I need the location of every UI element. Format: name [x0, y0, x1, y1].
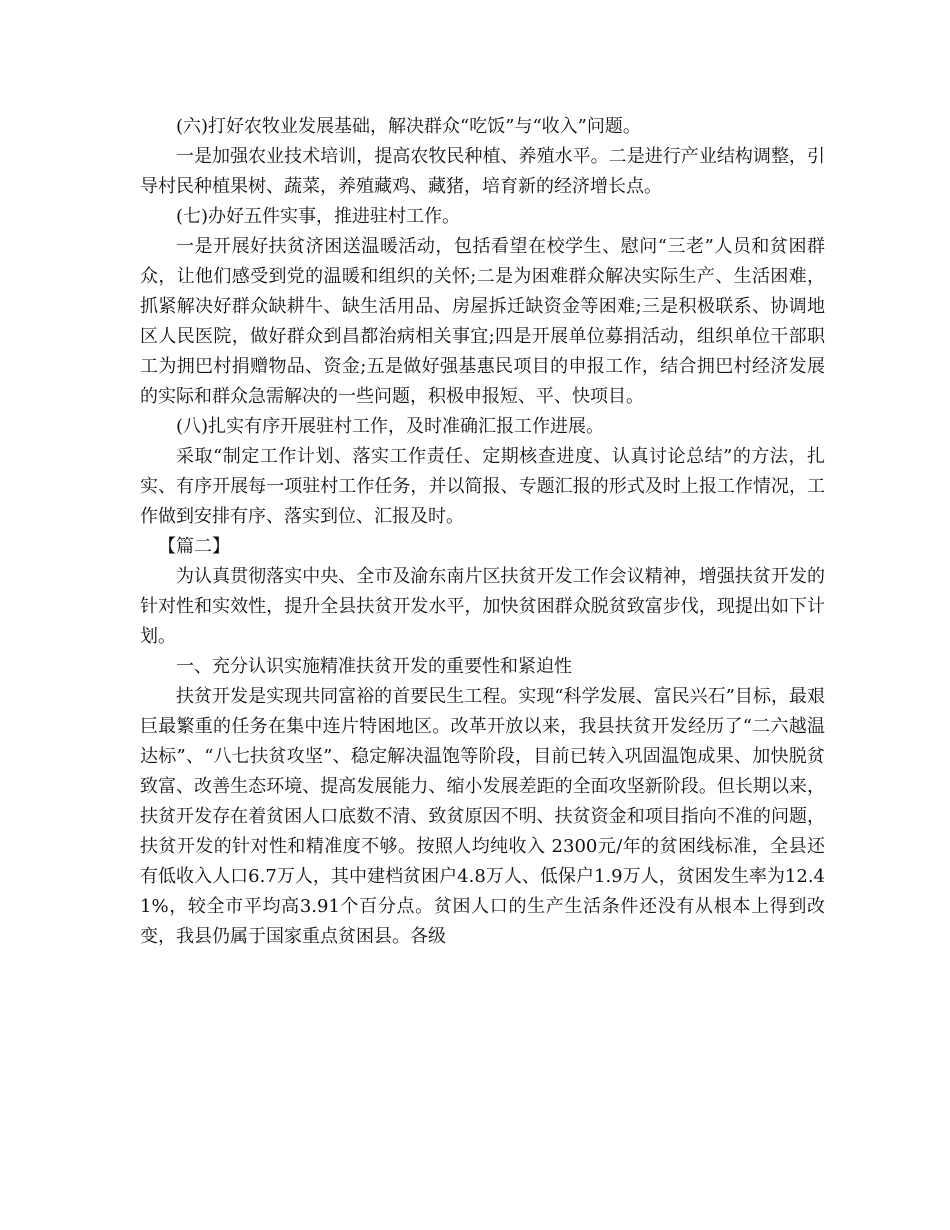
section-six-body: 一是加强农业技术培训，提高农牧民种植、养殖水平。二是进行产业结构调整，引导村民种植果树、蔬菜，养殖藏鸡、藏猪，培育新的经济增长点。: [140, 146, 825, 197]
part-two-section-one-heading: 一、充分认识实施精准扶贫开发的重要性和紧迫性: [176, 656, 572, 677]
section-seven-body: 一是开展好扶贫济困送温暖活动，包括看望在校学生、慰问“三老”人员和贫困群众，让他们感受到党的温暖和组织的关怀;二是为困难群众解决实际生产、生活困难，抓紧解决好群众缺耕牛、缺生活用品、房屋拆迁缺资金等困难;三是积极联系、协调地区人民医院，做好群众到昌都治病相关事宜;四是开展单位募捐活动，组织单位干部职工为拥巴村捐赠物品、资金;五是做好强基惠民项目的申报工作，结合拥巴村经济发展的实际和群众急需解决的一些问题，积极申报短、平、快项目。: [140, 236, 825, 407]
section-eight-body: 采取“制定工作计划、落实工作责任、定期核查进度、认真讨论总结”的方法，扎实、有序开展每一项驻村工作任务，并以简报、专题汇报的形式及时上报工作情况，工作做到安排有序、落实到位、汇报及时。: [140, 446, 825, 527]
section-seven-heading: (七)办好五件实事，推进驻村工作。: [176, 206, 461, 227]
section-six-heading: (六)打好农牧业发展基础，解决群众“吃饭”与“收入”问题。: [176, 116, 641, 137]
document-body: [140, 112, 825, 952]
section-eight-heading: (八)扎实有序开展驻村工作，及时准确汇报工作进展。: [176, 416, 605, 437]
part-two-title: 【篇二】: [158, 536, 230, 557]
part-two-section-one-body: 扶贫开发是实现共同富裕的首要民生工程。实现“科学发展、富民兴石”目标，最艰巨最繁重的任务在集中连片特困地区。改革开放以来，我县扶贫开发经历了“二六越温达标”、“八七扶贫攻坚”、稳定解决温饱等阶段，目前已转入巩固温饱成果、加快脱贫致富、改善生态环境、提高发展能力、缩小发展差距的全面攻坚新阶段。但长期以来，扶贫开发存在着贫困人口底数不清、致贫原因不明、扶贫资金和项目指向不准的问题，扶贫开发的针对性和精准度不够。按照人均纯收入 2300元/年的贫困线标准，全县还有低收入人口6.7万人，其中建档贫困户4.8万人、低保户1.9万人，贫困发生率为12.41%，较全市平均高3.91个百分点。贫困人口的生产生活条件还没有从根本上得到改变，我县仍属于国家重点贫困县。各级: [140, 686, 825, 947]
part-two-intro: 为认真贯彻落实中央、全市及渝东南片区扶贫开发工作会议精神，增强扶贫开发的针对性和实效性，提升全县扶贫开发水平，加快贫困群众脱贫致富步伐，现提出如下计划。: [140, 566, 825, 647]
